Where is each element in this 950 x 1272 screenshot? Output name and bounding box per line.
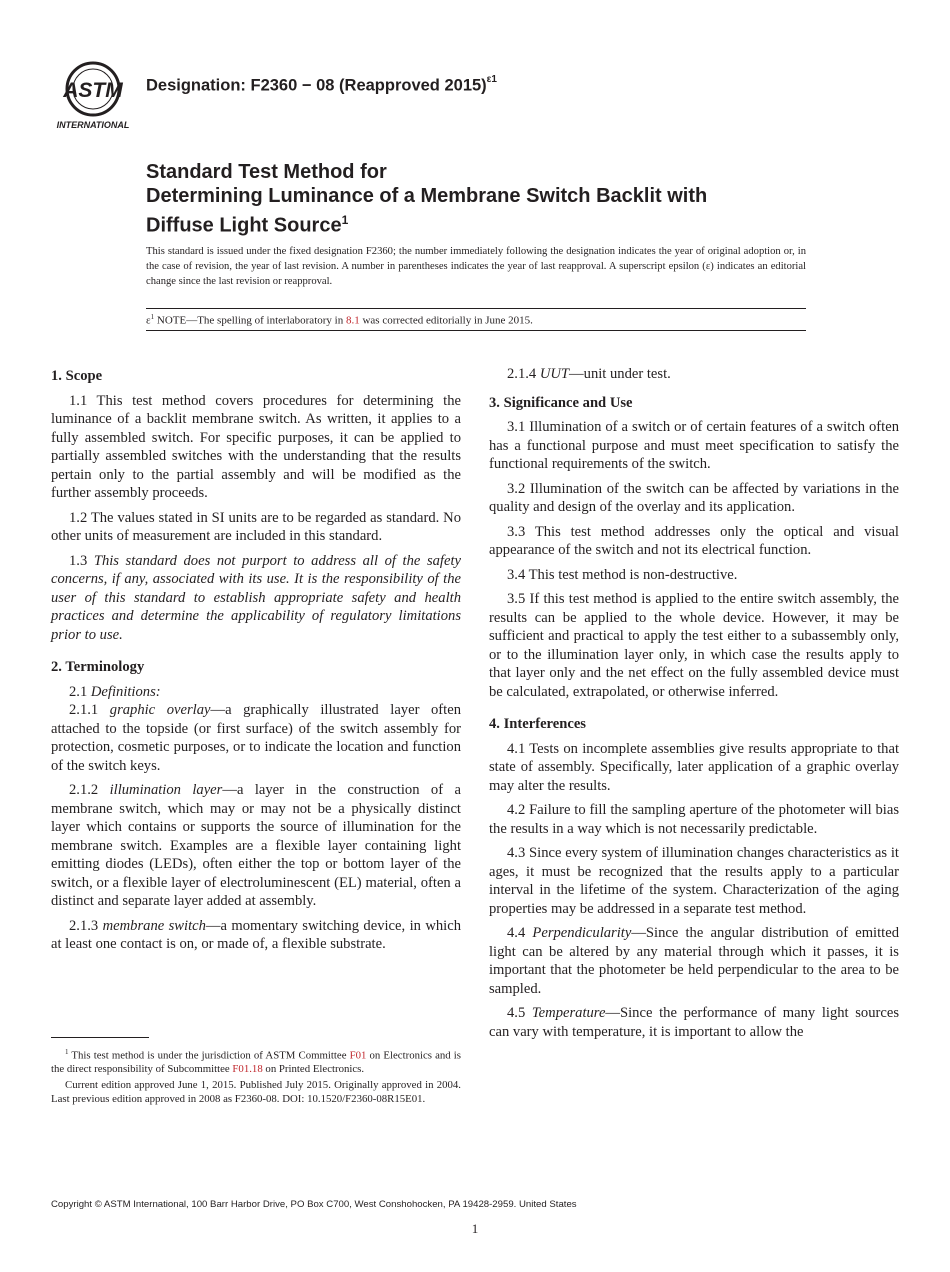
paragraph-1-3	[51, 552, 461, 645]
title-footnote-ref[interactable]: 1	[341, 213, 349, 227]
paragraph-1-3-num: 1.3	[69, 552, 94, 569]
logo-subtext: INTERNATIONAL	[56, 120, 130, 130]
editorial-note	[146, 313, 533, 327]
paragraph-2-1-3	[51, 917, 461, 954]
logo-text: ASTM	[63, 79, 123, 102]
paragraph-4-5-num: 4.5	[507, 1005, 532, 1021]
designation	[146, 76, 497, 96]
paragraph-2-1-1	[51, 701, 461, 775]
right-column	[489, 365, 899, 1047]
enote-epsilon: ε	[146, 314, 151, 327]
footnotes	[51, 1046, 461, 1109]
enote-sup: 1	[150, 313, 155, 321]
paragraph-4-5-text: —Since the performance of many light sources can vary with temperature, it is important to allow the	[489, 1005, 900, 1040]
committee-f01-link[interactable]: F01	[349, 1049, 367, 1062]
left-column	[51, 365, 461, 960]
divider-bottom	[146, 330, 806, 331]
document-title	[146, 160, 707, 238]
paragraph-1-2: 1.2 The values stated in SI units are to be regarded as standard. No other units of measurement are included in this standard.	[51, 509, 461, 544]
paragraph-4-3: 4.3 Since every system of illumination changes characteristics as it ages, it must be recognized that the results apply to a particular interval in the lifetime of the system. Characterization of the aging properties may be addressed in a separate test method.	[489, 845, 899, 917]
paragraph-2-1-4	[489, 365, 899, 384]
paragraph-2-1-2-term: illumination layer	[109, 782, 223, 798]
designation-epsilon: ε1	[486, 74, 497, 85]
section-heading-scope: 1. Scope	[51, 368, 103, 384]
divider-top	[146, 308, 806, 309]
subcommittee-f01-18-link[interactable]: F01.18	[232, 1063, 263, 1076]
paragraph-2-1-4-num: 2.1.4	[507, 366, 540, 382]
astm-logo	[50, 58, 136, 132]
page-number: 1	[471, 1221, 479, 1236]
paragraph-3-5: 3.5 If this test method is applied to the entire switch assembly, the results can be applied to the whole device. However, it may be sufficient and practical to apply the test either to a subassembly only, or to the illumination layer only, in which case the results apply to that layer only and the net effect on the fully assembled device must be calculated, extrapolated, or otherwise inferred.	[489, 591, 899, 700]
paragraph-2-1-1-num: 2.1.1	[69, 702, 110, 718]
title-line-3	[146, 208, 707, 238]
paragraph-2-1-term: Definitions:	[90, 683, 161, 700]
paragraph-4-5	[489, 1004, 899, 1041]
paragraph-2-1-2	[51, 781, 461, 911]
paragraph-2-1-4-term: UUT	[539, 366, 570, 382]
enote-text-before: NOTE—The spelling of interlaboratory in	[154, 314, 346, 327]
paragraph-2-1	[51, 683, 461, 702]
paragraph-4-1: 4.1 Tests on incomplete assemblies give results appropriate to that state of assembly. Specifically, later application of a graphic overlay may alter the results.	[489, 740, 899, 794]
paragraph-4-5-term: Temperature	[531, 1005, 606, 1021]
paragraph-1-3-text: This standard does not purport to address all of the safety concerns, if any, associated with its use. It is the responsibility of the user of this standard to establish appropriate safety and health practices and determine the applicability of regulatory limitations prior to use.	[51, 552, 461, 643]
paragraph-2-1-2-text: —a layer in the construction of a membrane switch, which may or may not be a physically distinct layer which contains or supports the source of illumination for the membrane switch. Examples are a flexible layer containing light emitting diodes (LEDs), often either the top or bottom layer of the switch, or a flexible layer of electroluminescent (EL) material, often a distinct and separate layer added at assembly.	[51, 782, 461, 909]
copyright-notice: Copyright © ASTM International, 100 Barr Harbor Drive, PO Box C700, West Conshohocken, PA 19428-2959. United States	[51, 1199, 577, 1210]
footnote-1-text-b: on Electronics and is the direct responsibility of Subcommittee	[51, 1049, 461, 1076]
paragraph-2-1-3-term: membrane switch	[102, 917, 206, 934]
title-line-3-text: Diffuse Light Source	[146, 214, 342, 237]
footnote-divider	[51, 1037, 149, 1038]
paragraph-2-1-2-num: 2.1.2	[69, 782, 110, 798]
paragraph-2-1-num: 2.1	[69, 683, 91, 700]
section-heading-interferences: 4. Interferences	[489, 716, 586, 732]
section-heading-terminology: 2. Terminology	[51, 659, 145, 675]
paragraph-3-4: 3.4 This test method is non-destructive.	[507, 566, 738, 583]
title-line-2: Determining Luminance of a Membrane Switch Backlit with	[146, 185, 708, 207]
paragraph-3-2: 3.2 Illumination of the switch can be affected by variations in the quality and design of the overlay and its application.	[489, 480, 899, 515]
paragraph-4-2: 4.2 Failure to fill the sampling aperture of the photometer will bias the results in a way which is not necessarily predictable.	[489, 802, 899, 837]
enote-link[interactable]: 8.1	[345, 314, 360, 327]
designation-text: Designation: F2360 − 08 (Reapproved 2015)	[146, 76, 487, 95]
title-line-1: Standard Test Method for	[146, 161, 387, 183]
paragraph-2-1-3-text: —a momentary switching device, in which at least one contact is on, or made of, a flexible substrate.	[51, 917, 461, 952]
paragraph-2-1-1-term: graphic overlay	[109, 702, 211, 718]
paragraph-2-1-4-text: —unit under test.	[569, 366, 671, 382]
paragraph-2-1-3-num: 2.1.3	[69, 917, 103, 934]
paragraph-4-4	[489, 924, 899, 998]
section-heading-significance: 3. Significance and Use	[489, 394, 633, 411]
footnote-1-text-c: on Printed Electronics.	[262, 1063, 365, 1076]
footnote-2: Current edition approved June 1, 2015. Published July 2015. Originally approved in 2004. Last previous edition approved in 2008 as F2360-08. DOI: 10.1520/F2360-08R15E01.	[51, 1079, 461, 1105]
standard-notice: This standard is issued under the fixed designation F2360; the number immediately following the designation indicates the year of original adoption or, in the case of revision, the year of last revision. A number in parentheses indicates the year of last reapproval. A superscript epsilon (ε) indicates an editorial change since the last revision or reapproval.	[146, 246, 806, 287]
enote-text-after: was corrected editorially in June 2015.	[359, 314, 533, 327]
paragraph-4-4-num: 4.4	[507, 925, 533, 941]
paragraph-3-3: 3.3 This test method addresses only the optical and visual appearance of the switch and not its electrical function.	[489, 523, 899, 558]
footnote-1-text-a: This test method is under the jurisdiction of ASTM Committee	[68, 1049, 350, 1062]
footnote-1-marker: 1	[65, 1048, 69, 1056]
paragraph-2-1-1-text: —a graphically illustrated layer often attached to the topside (or first surface) of the switch assembly for protection, cosmetic purposes, or to indicate the location and function of the switch keys.	[51, 702, 461, 774]
paragraph-4-4-term: Perpendicularity	[532, 925, 632, 941]
footnote-1	[51, 1046, 461, 1077]
paragraph-1-1: 1.1 This test method covers procedures for determining the luminance of a backlit membrane switch. As written, it applies to a fully assembled switch. For specific purposes, it can be applied to partially assembled switches with the understanding that the results pertain only to the partial assembly and will be modified as the further assembly proceeds.	[51, 392, 461, 501]
paragraph-3-1: 3.1 Illumination of a switch or of certain features of a switch often has a functional purpose and must meet specification to satisfy the functional requirements of the switch.	[489, 419, 899, 472]
paragraph-4-4-text: —Since the angular distribution of emitted light can be altered by any material through which it passes, it is important that the photometer be held perpendicular to the area to be sampled.	[489, 925, 899, 997]
